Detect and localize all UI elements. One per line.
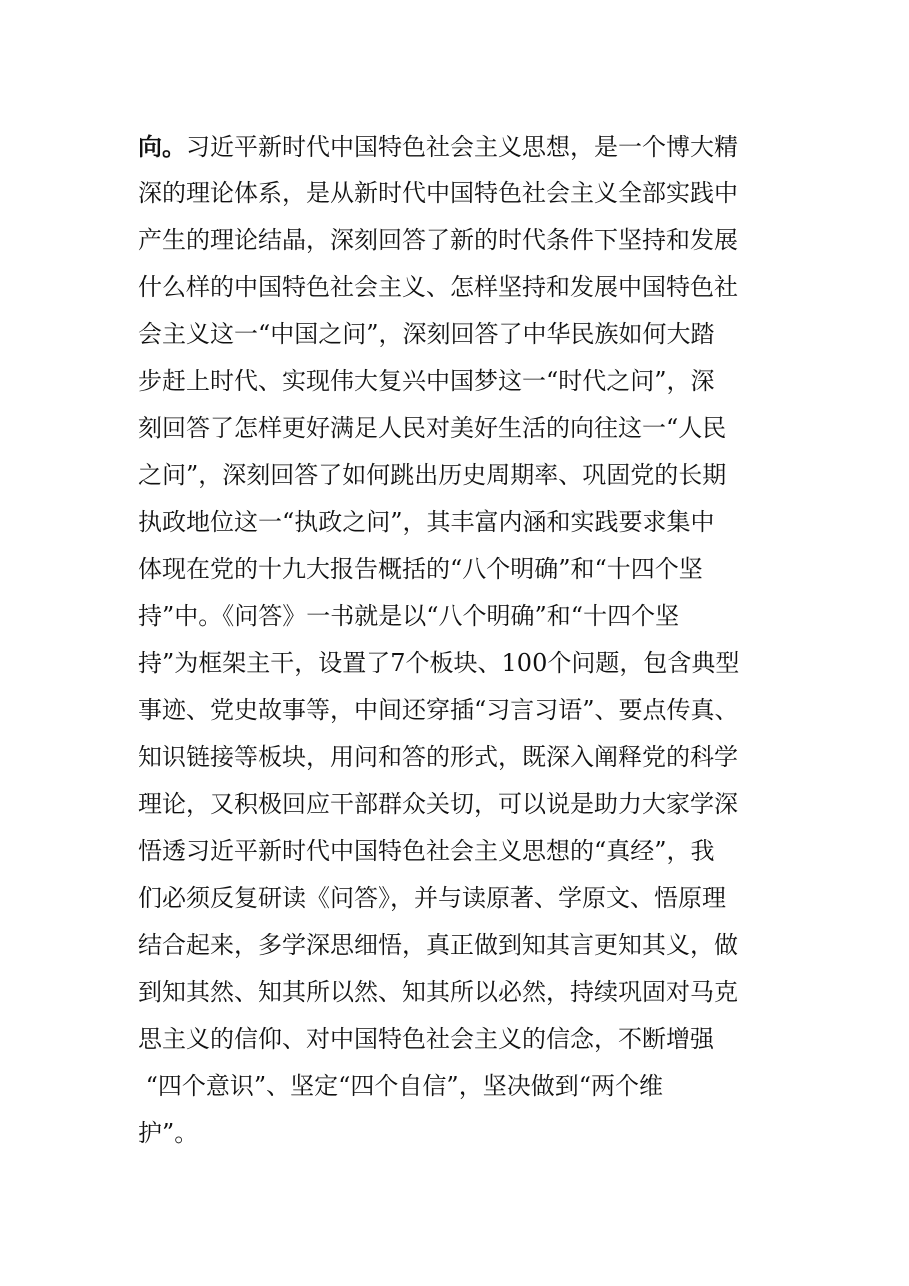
- paragraph-line-22: 护”。: [138, 1119, 199, 1147]
- line-text: 习近平新时代中国特色社会主义思想，是一个博大精: [186, 133, 738, 161]
- paragraph-line-1: [138, 123, 788, 170]
- paragraph-line-6: 步赶上时代、实现伟大复兴中国梦这一“时代之问”，深: [138, 367, 715, 395]
- paragraph-line-20: 思主义的信仰、对中国特色社会主义的信念，不断增强: [138, 1025, 714, 1053]
- paragraph-line-11: 持”中。《问答》一书就是以“八个明确”和“十四个坚: [138, 602, 680, 630]
- paragraph-line-19: 到知其然、知其所以然、知其所以必然，持续巩固对马克: [138, 978, 738, 1006]
- body-paragraph: [138, 123, 788, 1157]
- paragraph-line-21: “四个意识”、坚定“四个自信”，坚决做到“两个维: [138, 1072, 663, 1100]
- paragraph-line-5: 会主义这一“中国之问”，深刻回答了中华民族如何大踏: [138, 320, 715, 348]
- lead-bold-text: 向。: [138, 132, 186, 161]
- paragraph-line-9: 执政地位这一“执政之问”，其丰富内涵和实践要求集中: [138, 508, 715, 536]
- paragraph-line-10: 体现在党的十九大报告概括的“八个明确”和“十四个坚: [138, 555, 703, 583]
- paragraph-line-15: 理论，又积极回应干部群众关切，可以说是助力大家学深: [138, 790, 738, 818]
- paragraph-line-3: 产生的理论结晶，深刻回答了新的时代条件下坚持和发展: [138, 226, 738, 254]
- paragraph-line-8: 之问”，深刻回答了如何跳出历史周期率、巩固党的长期: [138, 461, 727, 489]
- paragraph-line-18: 结合起来，多学深思细悟，真正做到知其言更知其义，做: [138, 931, 738, 959]
- paragraph-line-7: 刻回答了怎样更好满足人民对美好生活的向往这一“人民: [138, 414, 727, 442]
- paragraph-line-2: 深的理论体系，是从新时代中国特色社会主义全部实践中: [138, 179, 738, 207]
- paragraph-line-4: 什么样的中国特色社会主义、怎样坚持和发展中国特色社: [138, 273, 738, 301]
- paragraph-line-16: 悟透习近平新时代中国特色社会主义思想的“真经”，我: [138, 837, 715, 865]
- paragraph-line-14: 知识链接等板块，用问和答的形式，既深入阐释党的科学: [138, 743, 738, 771]
- paragraph-line-12: 持”为框架主干，设置了7个板块、100个问题，包含典型: [138, 649, 740, 677]
- paragraph-line-17: 们必须反复研读《问答》，并与读原著、学原文、悟原理: [138, 884, 726, 912]
- paragraph-line-13: 事迹、党史故事等，中间还穿插“习言习语”、要点传真、: [138, 696, 739, 724]
